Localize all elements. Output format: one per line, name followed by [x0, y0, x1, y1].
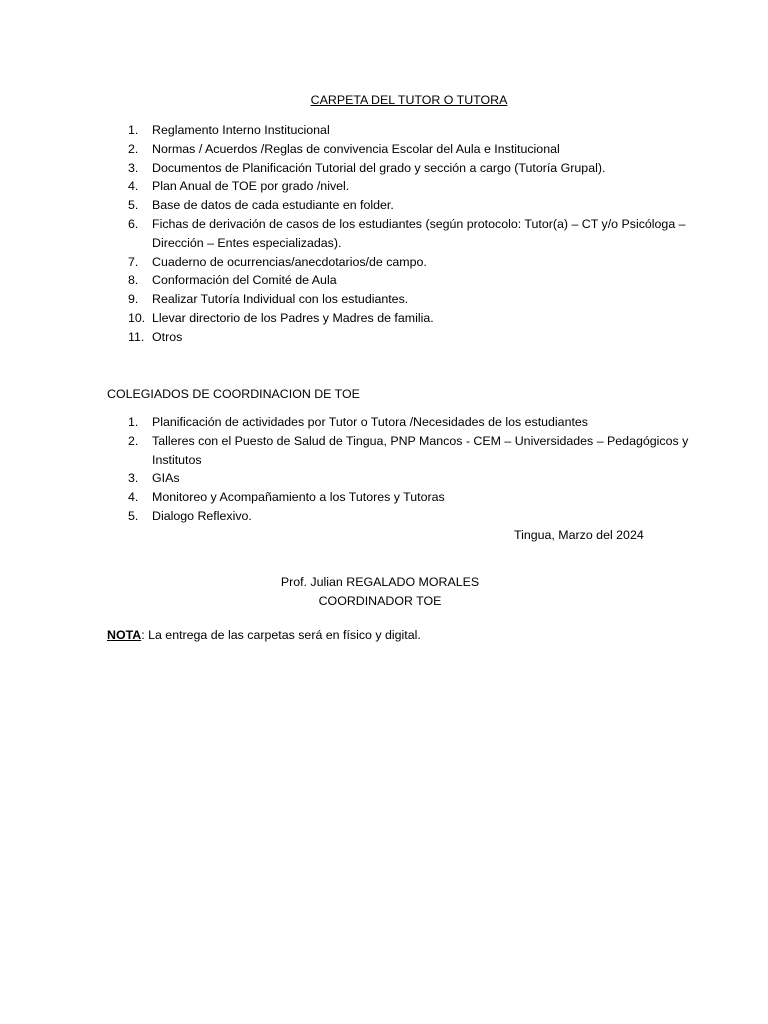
list-item — [128, 432, 698, 470]
list-item-number: 10. — [128, 310, 146, 325]
list-item-number: 1. — [128, 123, 139, 137]
list-item-number: 4. — [128, 179, 139, 194]
signature-role: COORDINADOR TOE — [318, 593, 442, 608]
list-item — [128, 328, 698, 347]
list-item-number: 8. — [128, 273, 139, 288]
coordination-list — [128, 413, 698, 526]
list-item — [128, 290, 698, 309]
list-item — [128, 177, 698, 196]
list-item — [128, 488, 698, 507]
note-label: NOTA — [107, 628, 142, 642]
list-item — [128, 253, 698, 272]
list-item — [128, 271, 698, 290]
list-item-text: Conformación del Comité de Aula — [152, 273, 337, 288]
list-item-text: Reglamento Interno Institucional — [152, 123, 330, 137]
list-item-text: Fichas de derivación de casos de los estudiantes (según protocolo: Tutor(a) – CT y/o Psicóloga – Dirección – Entes especializadas). — [152, 216, 686, 250]
note-text: : La entrega de las carpetas será en físico y digital. — [141, 628, 421, 642]
list-item-number: 2. — [128, 433, 139, 448]
list-item — [128, 215, 698, 253]
document-date: Tingua, Marzo del 2024 — [514, 528, 644, 542]
list-item-number: 1. — [128, 415, 139, 429]
list-item-number: 6. — [128, 216, 139, 231]
document-title: CARPETA DEL TUTOR O TUTORA — [310, 93, 508, 107]
list-item — [128, 140, 698, 159]
list-item-number: 5. — [128, 198, 139, 213]
signature-name: Prof. Julian REGALADO MORALES — [280, 575, 480, 589]
list-item-text: Talleres con el Puesto de Salud de Tingua, PNP Mancos - CEM – Universidades – Pedagógicos y Institutos — [152, 433, 689, 467]
list-item — [128, 121, 698, 140]
list-item-number: 11. — [128, 329, 145, 344]
list-item-text: Cuaderno de ocurrencias/anecdotarios/de campo. — [152, 254, 427, 269]
list-item-number: 5. — [128, 508, 139, 523]
list-item-number: 3. — [128, 160, 139, 175]
list-item-number: 3. — [128, 471, 139, 486]
list-item-number: 2. — [128, 141, 139, 156]
list-item-number: 9. — [128, 292, 139, 307]
section-heading: COLEGIADOS DE COORDINACION DE TOE — [107, 387, 360, 401]
signature-block — [0, 573, 760, 611]
list-item-text: Realizar Tutoría Individual con los estudiantes. — [152, 292, 409, 307]
list-item — [128, 413, 698, 432]
list-item-text: Dialogo Reflexivo. — [152, 508, 252, 523]
list-item-text: Documentos de Planificación Tutorial del grado y sección a cargo (Tutoría Grupal). — [152, 160, 606, 175]
list-item-text: Llevar directorio de los Padres y Madres de familia. — [152, 310, 434, 325]
list-item-text: Normas / Acuerdos /Reglas de convivencia Escolar del Aula e Institucional — [152, 141, 560, 156]
list-item-text: Base de datos de cada estudiante en folder. — [152, 198, 394, 213]
list-item — [128, 469, 698, 488]
list-item — [128, 507, 698, 526]
list-item-text: GIAs — [152, 471, 180, 486]
note — [107, 626, 421, 645]
list-item — [128, 159, 698, 178]
list-item-number: 4. — [128, 490, 139, 505]
list-item-text: Otros — [152, 329, 183, 344]
list-item — [128, 196, 698, 215]
list-item-text: Plan Anual de TOE por grado /nivel. — [152, 179, 350, 194]
list-item — [128, 309, 698, 328]
list-item-number: 7. — [128, 254, 139, 269]
list-item-text: Planificación de actividades por Tutor o Tutora /Necesidades de los estudiantes — [152, 415, 588, 429]
list-item-text: Monitoreo y Acompañamiento a los Tutores y Tutoras — [152, 490, 445, 505]
tutor-folder-list — [128, 121, 698, 347]
